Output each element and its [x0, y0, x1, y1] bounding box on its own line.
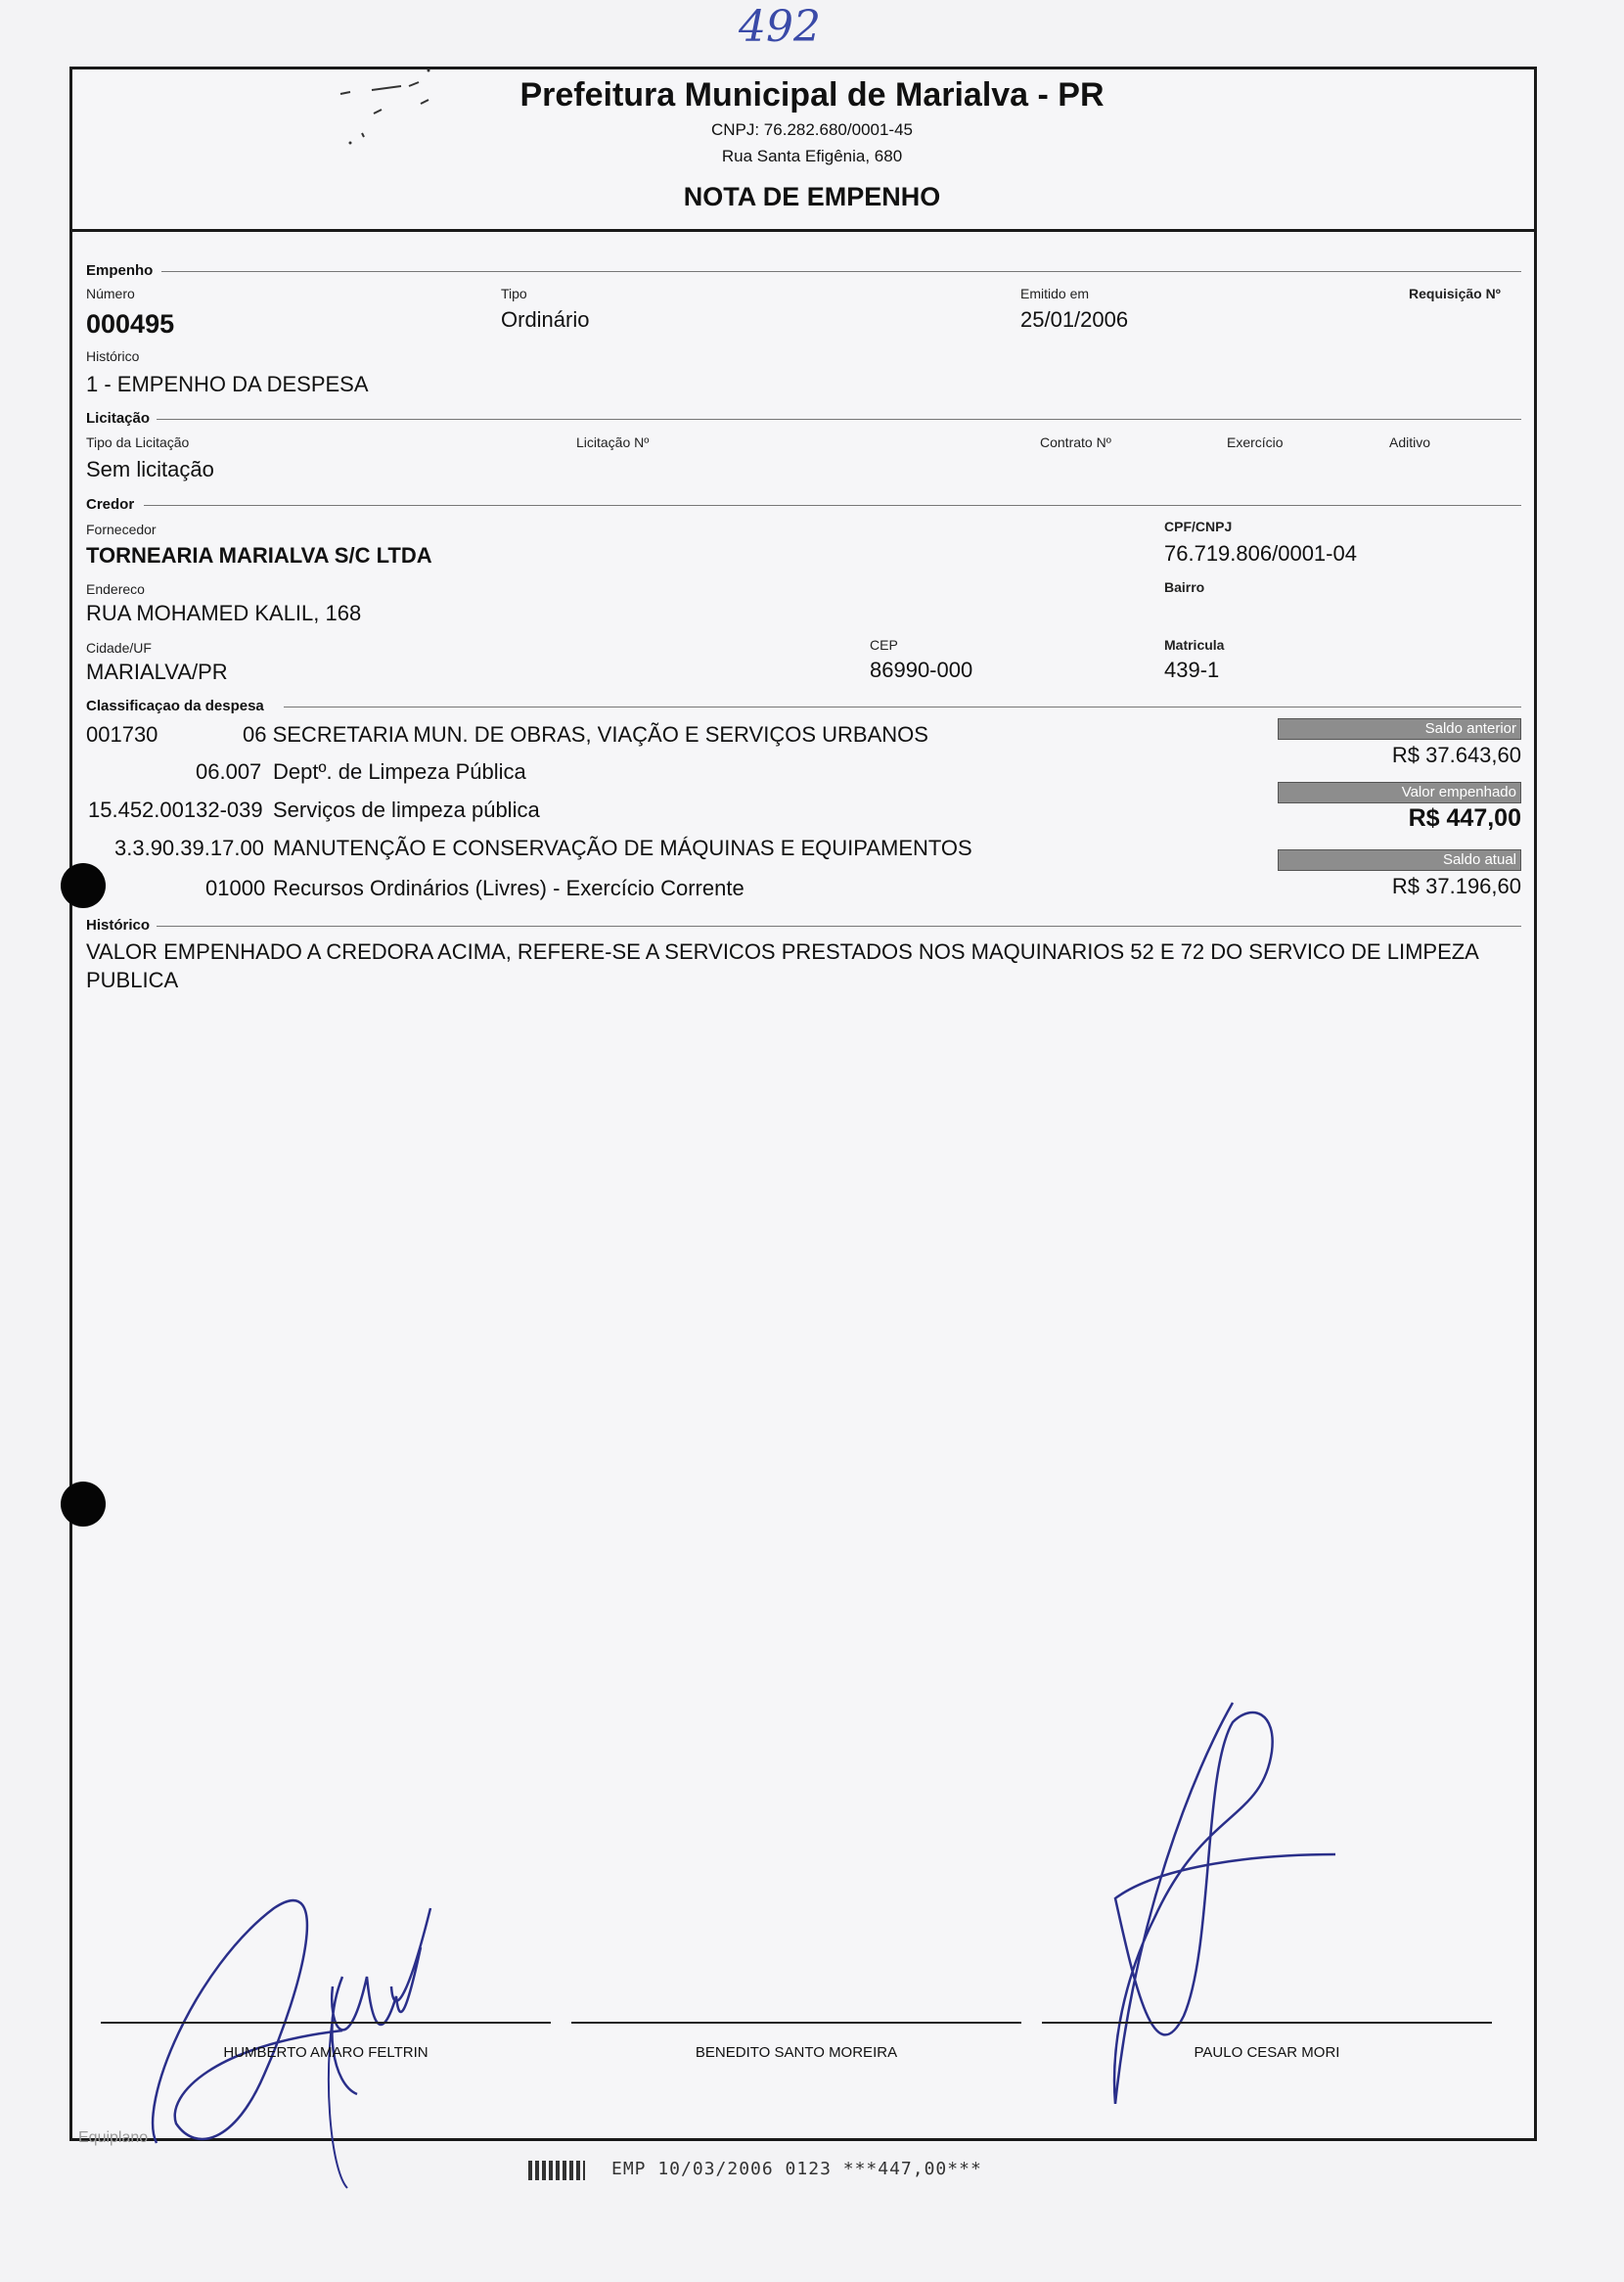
handwritten-page-number: 492 — [739, 2, 821, 52]
emitido-label: Emitido em — [1020, 286, 1090, 301]
saldo-anterior-label: Saldo anterior — [1278, 718, 1521, 740]
municipality-cnpj: CNPJ: 76.282.680/0001-45 — [710, 120, 914, 139]
tipo-licitacao-label: Tipo da Licitação — [86, 434, 190, 450]
classificacao-desc: 06 SECRETARIA MUN. DE OBRAS, VIAÇÃO E SERVIÇOS URBANOS — [243, 722, 928, 747]
classificacao-desc: Recursos Ordinários (Livres) - Exercício Corrente — [273, 876, 744, 900]
aditivo-label: Aditivo — [1389, 434, 1431, 450]
section-classificacao: Classificaçao da despesa — [86, 698, 264, 714]
municipality-address: Rua Santa Efigênia, 680 — [721, 147, 903, 165]
payment-stamp-icon — [528, 2161, 585, 2180]
historico-label: Histórico — [86, 348, 140, 364]
bairro-label: Bairro — [1164, 579, 1205, 595]
exercicio-label: Exercício — [1227, 434, 1284, 450]
saldo-atual-label: Saldo atual — [1278, 849, 1521, 871]
classificacao-code: 06.007 — [196, 759, 262, 784]
cidade-label: Cidade/UF — [86, 640, 152, 656]
section-rule — [144, 505, 1521, 506]
software-brand: Equiplano — [78, 2129, 149, 2146]
header-separator — [69, 229, 1537, 232]
cep: 86990-000 — [870, 658, 973, 682]
licitacao-numero-label: Licitação Nº — [576, 434, 650, 450]
section-empenho: Empenho — [86, 262, 154, 279]
signature-name: BENEDITO SANTO MOREIRA — [695, 2044, 898, 2061]
signature-name: PAULO CESAR MORI — [1194, 2044, 1340, 2061]
section-historico: Histórico — [86, 917, 151, 934]
signature-line — [571, 2022, 1021, 2024]
section-rule — [157, 419, 1521, 420]
empenho-emitido: 25/01/2006 — [1020, 307, 1129, 332]
section-rule — [161, 271, 1521, 272]
cpf-cnpj: 76.719.806/0001-04 — [1164, 541, 1357, 566]
saldo-atual: R$ 37.196,60 — [1391, 874, 1521, 898]
signature-line — [101, 2022, 551, 2024]
tipo-licitacao: Sem licitação — [86, 457, 214, 481]
classificacao-desc: Deptº. de Limpeza Pública — [273, 759, 526, 784]
document-title: NOTA DE EMPENHO — [683, 182, 941, 211]
classificacao-desc: Serviços de limpeza pública — [273, 798, 540, 822]
signature-line — [1042, 2022, 1492, 2024]
classificacao-code: 15.452.00132-039 — [88, 798, 263, 822]
fornecedor: TORNEARIA MARIALVA S/C LTDA — [86, 543, 432, 568]
valor-empenhado: R$ 447,00 — [1408, 804, 1521, 832]
cep-label: CEP — [870, 637, 898, 653]
matricula-label: Matricula — [1164, 637, 1225, 653]
municipality-title: Prefeitura Municipal de Marialva - PR — [519, 76, 1105, 114]
section-licitacao: Licitação — [86, 410, 151, 427]
fornecedor-label: Fornecedor — [86, 522, 157, 537]
numero-label: Número — [86, 286, 135, 301]
saldo-anterior: R$ 37.643,60 — [1391, 743, 1521, 767]
contrato-label: Contrato Nº — [1040, 434, 1111, 450]
endereco-label: Endereco — [86, 581, 145, 597]
cpf-label: CPF/CNPJ — [1164, 519, 1233, 534]
classificacao-code: 3.3.90.39.17.00 — [114, 836, 264, 860]
valor-empenhado-label: Valor empenhado — [1278, 782, 1521, 803]
section-credor: Credor — [86, 496, 135, 513]
signature-humberto — [137, 1849, 460, 2192]
punch-hole — [61, 1482, 106, 1527]
classificacao-code: 01000 — [205, 876, 266, 900]
payment-stamp: EMP 10/03/2006 0123 ***447,00*** — [611, 2159, 982, 2179]
requisicao-label: Requisição Nº — [1409, 286, 1501, 301]
empenho-historico: 1 - EMPENHO DA DESPESA — [86, 372, 369, 396]
classificacao-desc: MANUTENÇÃO E CONSERVAÇÃO DE MÁQUINAS E EQUIPAMENTOS — [273, 836, 972, 860]
historico-text: VALOR EMPENHADO A CREDORA ACIMA, REFERE-SE A SERVICOS PRESTADOS NOS MAQUINARIOS 52 E 72 DO SERVICO DE LIMPEZA PUBLICA — [86, 939, 1478, 992]
tipo-label: Tipo — [501, 286, 527, 301]
cidade-uf: MARIALVA/PR — [86, 660, 228, 684]
matricula: 439-1 — [1164, 658, 1220, 682]
punch-hole — [61, 863, 106, 908]
classificacao-code: 001730 — [86, 722, 158, 747]
empenho-numero: 000495 — [86, 309, 175, 339]
empenho-tipo: Ordinário — [501, 307, 590, 332]
section-rule — [157, 926, 1521, 927]
signature-paulo — [1096, 1693, 1350, 2104]
endereco: RUA MOHAMED KALIL, 168 — [86, 601, 362, 625]
signature-name: HUMBERTO AMARO FELTRIN — [223, 2044, 429, 2061]
